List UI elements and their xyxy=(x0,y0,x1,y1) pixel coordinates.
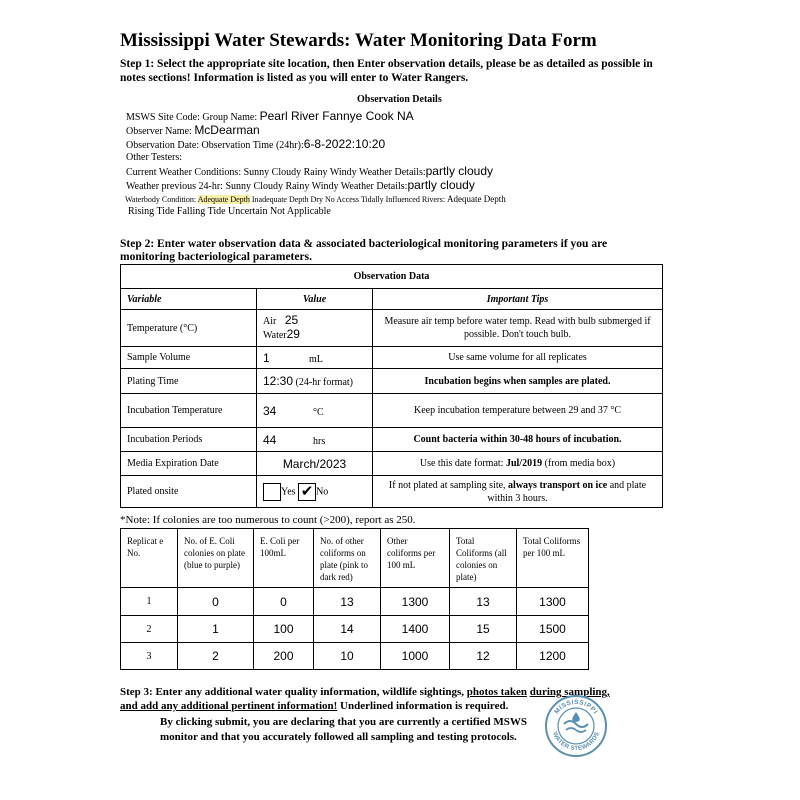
required-photos: photos taken xyxy=(466,686,527,698)
incubation-temp-row xyxy=(121,394,663,428)
replicate-id: 1 xyxy=(121,588,178,616)
sample-volume-label: Sample Volume xyxy=(121,347,257,369)
bact-header: No. of other coliforms on plate (pink to dark red) xyxy=(314,529,381,588)
count-cell[interactable]: 0 xyxy=(254,588,314,616)
bact-header: Replicat e No. xyxy=(121,529,178,588)
count-cell[interactable]: 1000 xyxy=(381,643,450,670)
step1-instructions: Step 1: Select the appropriate site location, then Enter observation details, please be as detailed as possible in notes sections! Information is listed as you will enter to Water Rangers. xyxy=(120,58,653,84)
step2-instructions: Step 2: Enter water observation data & associated bacteriological monitoring parameters if you are monitoring bacteriological parameters. xyxy=(120,238,608,263)
air-temp-field[interactable]: 25 xyxy=(284,313,299,327)
plated-no-checkbox[interactable] xyxy=(298,483,316,501)
svg-text:WATER STEWARDS: WATER STEWARDS xyxy=(550,731,601,753)
count-cell[interactable]: 13 xyxy=(450,588,517,616)
tips-header: Important Tips xyxy=(373,289,663,310)
plating-time-label: Plating Time xyxy=(121,369,257,394)
incubation-temp-tip: Keep incubation temperature between 29 and 37 °C xyxy=(373,394,663,428)
previous-weather-label: Weather previous 24-hr: Sunny Cloudy Rainy Windy Weather Details: xyxy=(126,181,408,192)
sample-volume-unit: mL xyxy=(309,353,323,365)
other-testers-label: Other Testers: xyxy=(126,152,183,163)
bact-header: E. Coli per 100mL xyxy=(254,529,314,588)
sample-volume-tip: Use same volume for all replicates xyxy=(373,347,663,369)
plating-time-tip: Incubation begins when samples are plated. xyxy=(373,369,663,394)
plated-yes-checkbox[interactable] xyxy=(263,483,281,501)
plated-onsite-label: Plated onsite xyxy=(121,476,257,508)
bacteria-count-table xyxy=(120,528,589,670)
group-name-field[interactable]: Pearl River Fannye Cook NA xyxy=(259,109,414,123)
observer-name-field[interactable]: McDearman xyxy=(194,123,260,137)
plating-time-field[interactable]: 12:30 xyxy=(263,374,294,388)
incubation-periods-unit: hrs xyxy=(313,435,326,447)
count-cell[interactable]: 1300 xyxy=(517,588,589,616)
count-cell[interactable]: 1200 xyxy=(517,643,589,670)
replicate-id: 3 xyxy=(121,643,178,670)
count-cell[interactable]: 14 xyxy=(314,616,381,643)
svg-text:MISSISSIPPI: MISSISSIPPI xyxy=(553,698,599,716)
count-cell[interactable]: 1300 xyxy=(381,588,450,616)
observation-data-table xyxy=(120,264,663,508)
site-label: MSWS Site Code: Group Name: xyxy=(126,112,258,123)
previous-weather-line xyxy=(126,178,475,192)
observer-line xyxy=(126,123,260,137)
incubation-temp-label: Incubation Temperature xyxy=(121,394,257,428)
water-label: Water xyxy=(263,330,287,341)
waterbody-value: Adequate Depth xyxy=(446,194,506,204)
current-weather-field[interactable]: partly cloudy xyxy=(425,164,493,178)
waterbody-options[interactable]: Inadequate Depth Dry No Access Tidally Influenced Rivers: xyxy=(251,195,445,204)
form-title: Mississippi Water Stewards: Water Monitoring Data Form xyxy=(120,30,597,51)
site-line xyxy=(126,109,414,123)
incubation-periods-field[interactable]: 44 xyxy=(263,432,277,447)
step3-instructions: Step 3: Enter any additional water quality information, wildlife sightings, photos taken during sampling, and add any additional pertinent information! Underlined information is required. xyxy=(120,686,610,712)
count-cell[interactable]: 12 xyxy=(450,643,517,670)
value-header: Value xyxy=(257,289,373,310)
water-temp-field[interactable]: 29 xyxy=(286,327,300,341)
bact-header: Other coliforms per 100 mL xyxy=(381,529,450,588)
count-cell[interactable]: 1500 xyxy=(517,616,589,643)
current-weather-label: Current Weather Conditions: Sunny Cloudy Rainy Windy Weather Details: xyxy=(126,167,426,178)
bact-header: Total Coliforms per 100 mL xyxy=(517,529,589,588)
temperature-tip: Measure air temp before water temp. Read with bulb submerged if possible. Don't touch bulb. xyxy=(373,310,663,347)
incubation-periods-label: Incubation Periods xyxy=(121,428,257,452)
media-expiration-row xyxy=(121,452,663,476)
count-cell[interactable]: 100 xyxy=(254,616,314,643)
incubation-periods-tip: Count bacteria within 30-48 hours of incubation. xyxy=(373,428,663,452)
waterbody-selected-option[interactable]: Adequate Depth xyxy=(197,195,250,204)
incubation-periods-row xyxy=(121,428,663,452)
count-cell[interactable]: 10 xyxy=(314,643,381,670)
bacteria-header-row xyxy=(121,529,589,588)
required-additional-info: and add any additional pertinent information! xyxy=(120,700,338,712)
current-weather-line xyxy=(126,164,493,178)
observation-data-title: Observation Data xyxy=(121,265,663,289)
plating-time-row xyxy=(121,369,663,394)
temperature-label: Temperature (°C) xyxy=(121,310,257,347)
tide-options[interactable]: Rising Tide Falling Tide Uncertain Not Applicable xyxy=(128,206,331,217)
table-row xyxy=(121,588,589,616)
plated-no-label: No xyxy=(316,485,329,497)
msws-logo xyxy=(544,694,608,758)
sample-volume-field[interactable]: 1 xyxy=(263,350,270,365)
required-during-sampling: during sampling, xyxy=(529,686,610,698)
sample-volume-row xyxy=(121,347,663,369)
table-row xyxy=(121,616,589,643)
media-expiration-tip: Use this date format: Jul/2019 (from media box) xyxy=(373,452,663,476)
plating-time-unit: (24-hr format) xyxy=(295,377,354,388)
check-mark-icon: ✔ xyxy=(300,483,314,500)
table-row xyxy=(121,643,589,670)
count-cell[interactable]: 13 xyxy=(314,588,381,616)
replicate-id: 2 xyxy=(121,616,178,643)
bact-header: Total Coliforms (all colonies on plate) xyxy=(450,529,517,588)
observer-label: Observer Name: xyxy=(126,126,192,137)
plated-yes-label: Yes xyxy=(281,485,296,497)
waterbody-line xyxy=(125,194,506,204)
date-label: Observation Date: Observation Time (24hr): xyxy=(126,140,304,151)
bact-header: No. of E. Coli colonies on plate (blue to purple) xyxy=(178,529,254,588)
temperature-row xyxy=(121,310,663,347)
count-cell[interactable]: 15 xyxy=(450,616,517,643)
incubation-temp-field[interactable]: 34 xyxy=(263,403,277,418)
count-cell[interactable]: 1 xyxy=(178,616,254,643)
colonies-note: *Note: If colonies are too numerous to count (>200), report as 250. xyxy=(120,514,416,526)
variable-header: Variable xyxy=(121,289,257,310)
plated-onsite-row xyxy=(121,476,663,508)
previous-weather-field[interactable]: partly cloudy xyxy=(407,178,475,192)
media-expiration-field[interactable]: March/2023 xyxy=(282,456,347,471)
air-label: Air xyxy=(263,316,277,327)
waterbody-label: Waterbody Condition: xyxy=(125,195,197,204)
media-expiration-label: Media Expiration Date xyxy=(121,452,257,476)
date-time-field[interactable]: 6-8-2022:10:20 xyxy=(303,137,386,151)
date-line xyxy=(126,137,385,151)
observation-details-heading: Observation Details xyxy=(357,94,442,105)
count-cell[interactable]: 200 xyxy=(254,643,314,670)
count-cell[interactable]: 2 xyxy=(178,643,254,670)
submit-declaration: By clicking submit, you are declaring that you are currently a certified MSWS monitor and that you accurately followed all sampling and testing protocols. xyxy=(160,716,527,743)
count-cell[interactable]: 1400 xyxy=(381,616,450,643)
plated-onsite-tip: If not plated at sampling site, always transport on ice and plate within 3 hours. xyxy=(373,476,663,508)
count-cell[interactable]: 0 xyxy=(178,588,254,616)
incubation-temp-unit: °C xyxy=(313,406,324,418)
